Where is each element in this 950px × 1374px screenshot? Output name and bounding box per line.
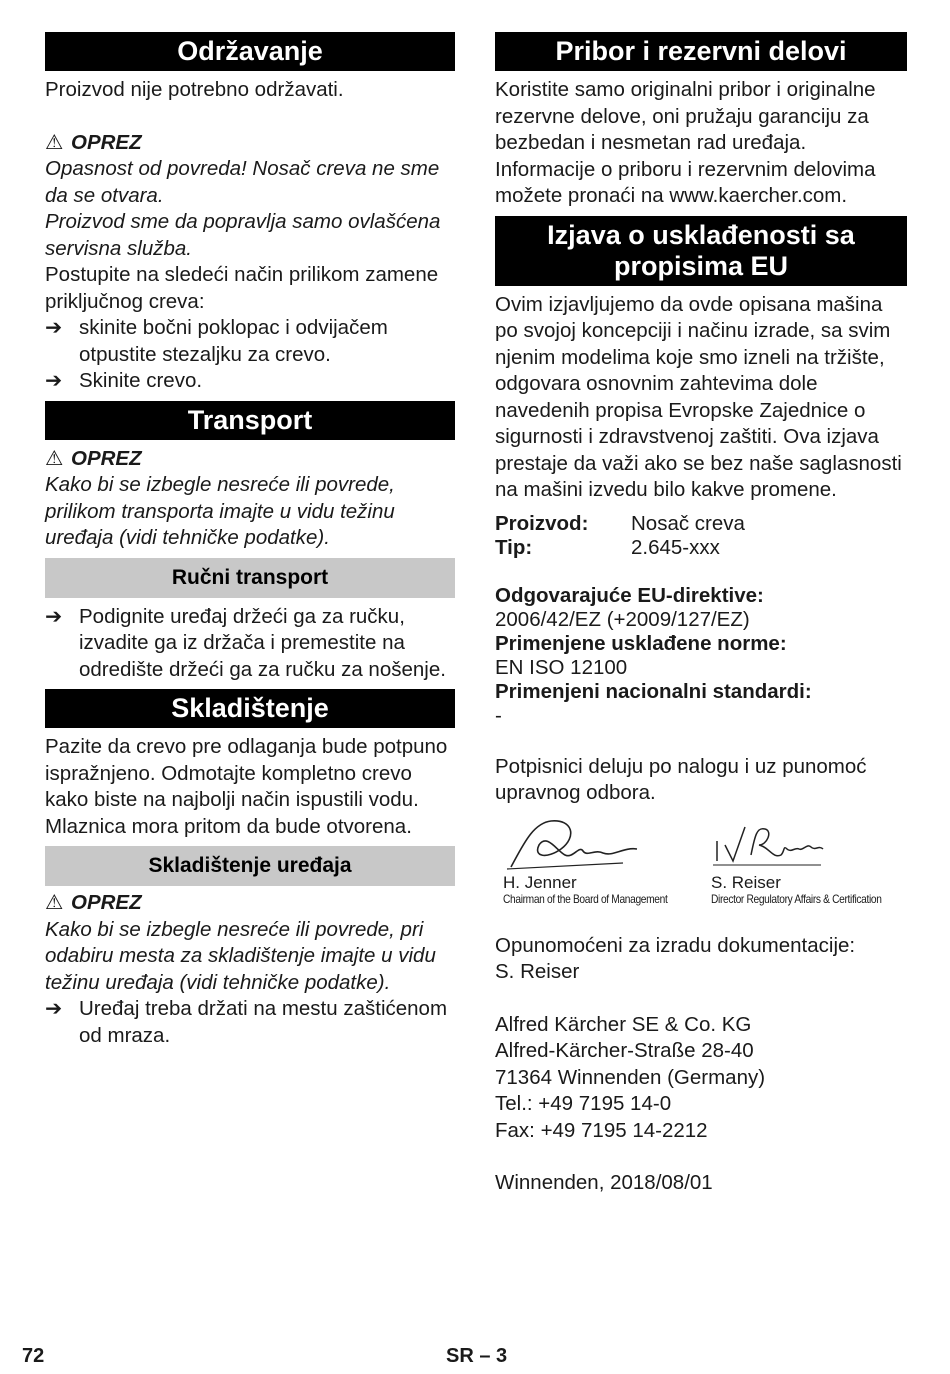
signature-jenner <box>503 815 696 906</box>
section-label: SR – 3 <box>446 1345 508 1367</box>
signature-name: H. Jenner <box>503 872 577 892</box>
warning-label: ⚠ OPREZ <box>45 890 455 917</box>
paragraph-odrzavanje: Proizvod nije potrebno održavati. <box>45 78 344 101</box>
norms-label: Primenjene usklađene norme: <box>495 631 787 655</box>
norms-value: EN ISO 12100 <box>495 655 628 679</box>
signatures <box>495 815 907 933</box>
arrow-right-icon: ➔ <box>45 997 63 1020</box>
left-column <box>45 32 455 1049</box>
warning-label: ⚠ OPREZ <box>45 446 455 473</box>
paragraph-potpisnici: Potpisnici deluju po nalogu i uz punomoć upravnog odbora. <box>495 754 867 804</box>
warning-triangle-icon: ⚠ <box>45 891 64 914</box>
subheading-skladistenje-uredjaja: Skladištenje uređaja <box>45 846 455 886</box>
signature-reiser-image <box>711 815 831 873</box>
paragraph-pribor: Koristite samo originalni pribor i originalne rezervne delove, oni pružaju garanciju za bezbedan i nesmetan rad uređaja. Informacije o priboru i rezervnim delovima možete pronaći na www.kaercher.com. <box>495 78 876 207</box>
signature-title: Chairman of the Board of Management <box>503 891 668 906</box>
company-street: Alfred-Kärcher-Straße 28-40 <box>495 1039 754 1062</box>
signature-reiser <box>711 815 912 906</box>
product-row: Proizvod: Nosač creva <box>495 511 745 535</box>
directives-label: Odgovarajuće EU-direktive: <box>495 583 764 607</box>
heading-transport: Transport <box>45 401 455 440</box>
bullet-item: ➔ Skinite crevo. <box>45 368 455 395</box>
product-info <box>495 512 907 560</box>
signature-title: Director Regulatory Affairs & Certification <box>711 891 882 906</box>
paragraph-zamena: Postupite na sledeći način prilikom zamene priključnog creva: <box>45 263 439 313</box>
bullet-item: ➔ Podignite uređaj držeći ga za ručku, izvadite ga iz držača i premestite na odredište držeći ga za ručku za nošenje. <box>45 604 455 684</box>
warning-label: ⚠ OPREZ <box>45 130 455 157</box>
national-standards-label: Primenjeni nacionalni standardi: <box>495 679 812 703</box>
directives-value: 2006/42/EZ (+2009/127/EZ) <box>495 607 750 631</box>
place-date: Winnenden, 2018/08/01 <box>495 1171 713 1194</box>
signature-name: S. Reiser <box>711 872 781 892</box>
company-city: 71364 Winnenden (Germany) <box>495 1065 766 1089</box>
company-fax: Fax: +49 7195 14-2212 <box>495 1118 708 1142</box>
warning-text: Kako bi se izbegle nesreće ili povrede, pri odabiru mesta za skladištenje imajte u vidu težinu uređaja (vidi tehničke podatke). <box>45 917 436 994</box>
authorized-doc-label: Opunomoćeni za izradu dokumentacije: <box>495 933 856 957</box>
national-standards-value: - <box>495 703 502 727</box>
heading-izjava: Izjava o usklađenosti sa propisima EU <box>495 216 907 286</box>
bullet-item: ➔ Uređaj treba držati na mestu zaštićenom od mraza. <box>45 996 455 1049</box>
company-name: Alfred Kärcher SE & Co. KG <box>495 1012 752 1036</box>
arrow-right-icon: ➔ <box>45 604 63 628</box>
heading-pribor: Pribor i rezervni delovi <box>495 32 907 71</box>
arrow-right-icon: ➔ <box>45 316 63 339</box>
company-phone: Tel.: +49 7195 14-0 <box>495 1092 672 1115</box>
subheading-rucni-transport: Ručni transport <box>45 558 455 598</box>
warning-triangle-icon: ⚠ <box>45 130 64 154</box>
paragraph-skladistenje: Pazite da crevo pre odlaganja bude potpuno ispražnjeno. Odmotajte kompletno crevo kako biste na najbolji način ispustili vodu. Mlaznica mora pritom da bude otvorena. <box>45 735 448 838</box>
arrow-right-icon: ➔ <box>45 369 63 392</box>
authorized-doc-name: S. Reiser <box>495 960 580 983</box>
right-column <box>495 32 907 1197</box>
warning-triangle-icon: ⚠ <box>45 446 64 470</box>
type-row: Tip: 2.645-xxx <box>495 535 720 559</box>
signature-jenner-image <box>503 815 643 873</box>
page-number: 72 <box>22 1345 45 1367</box>
warning-text: Proizvod sme da popravlja samo ovlašćena servisna služba. <box>45 210 441 260</box>
heading-odrzavanje: Održavanje <box>45 32 455 71</box>
warning-text: Kako bi se izbegle nesreće ili povrede, prilikom transporta imajte u vidu težinu uređaja (vidi tehničke podatke). <box>45 473 395 549</box>
paragraph-izjava: Ovim izjavljujemo da ovde opisana mašina po svojoj koncepciji i načinu izrade, sa svim njenim modelima koje smo izneli na tržište, odgovara osnovnim zahtevima dole navedenih propisa Evropske Zajednice o sigurnosti i zdravstvenoj zaštiti. Ova izjava prestaje da važi ako se bez naše saglasnosti na mašini izvedu bilo kakve promene. <box>495 292 902 501</box>
heading-skladistenje: Skladištenje <box>45 689 455 728</box>
bullet-item: ➔ skinite bočni poklopac i odvijačem otpustite stezaljku za crevo. <box>45 315 455 368</box>
warning-text: Opasnost od povreda! Nosač creva ne sme da se otvara. <box>45 157 440 207</box>
